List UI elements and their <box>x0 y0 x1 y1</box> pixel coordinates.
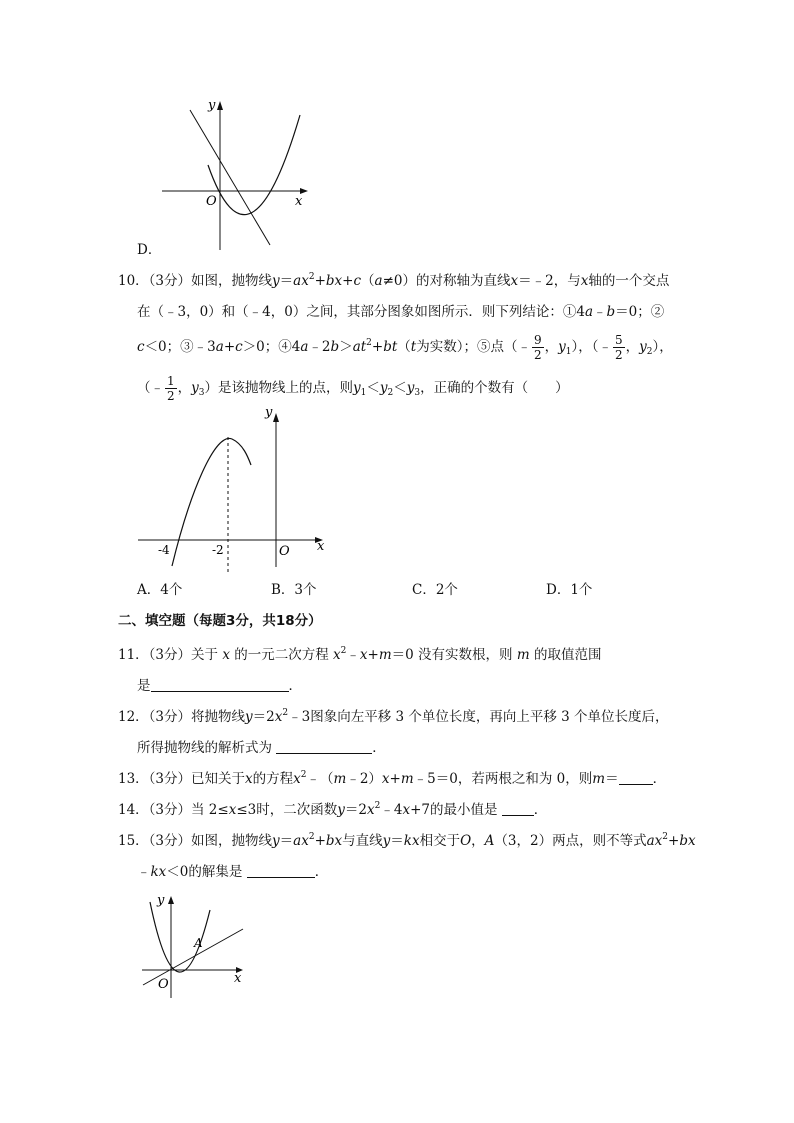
q10-option-b: B．3个 <box>271 582 317 598</box>
tick-label-neg2: -2 <box>212 543 224 557</box>
q10-line3: c＜0；③﹣3a+c＞0；$④4a﹣2b>at^2+bt(t$为实数）；⑤点（﹣ $\frac{9}{2}$ ，$y_1$），（﹣ $\frac{5}{2}$ ，$y_2$）， <box>137 333 673 362</box>
point-a-label: A <box>194 936 203 950</box>
q10-line1: 10．（3分）如图，抛物线$y=ax^2+bx+c(a\ne 0)$的对称轴为直线x＝﹣2，与x轴的一个交点 <box>118 272 670 289</box>
option-d-graph <box>150 95 320 255</box>
y-axis-arrow <box>273 413 279 422</box>
q15-line1: 15．（3分）如图，抛物线$y=ax^2+bx$与直线y＝kx相交于O，A（3，2）两点，则不等式$ax^2+bx$ <box>118 832 696 849</box>
q12-line2: 所得抛物线的解析式为 ． <box>137 740 386 756</box>
tick-label-neg4: -4 <box>158 543 170 557</box>
q12-line1: 12．（3分）将抛物线$y=2x^2﹣3$图象向左平移 3 个单位长度，再向上平移 3 个单位长度后， <box>118 708 669 725</box>
q10-option-d: D．1个 <box>546 582 593 598</box>
section-heading: 二、填空题（每题3分，共18分） <box>118 613 322 629</box>
q13: 13．（3分）已知关于x的方程$x^2﹣(m﹣2)x+m﹣5=0$，若两根之和为 0，则m＝ ． <box>118 770 667 787</box>
parabola-curve <box>208 115 300 215</box>
q10-line4: （﹣ $\frac{1}{2}$ ，$y_3$）是该抛物线上的点，则$y_1<y_2<y_3$，正确的个数有（ ） <box>137 374 569 403</box>
q15-graph <box>140 890 250 1005</box>
q11-line2: 是 ． <box>137 678 302 694</box>
x-axis-label: x <box>234 971 242 986</box>
option-d-label: D． <box>137 242 162 258</box>
y-axis-arrow <box>217 101 223 110</box>
origin-label: O <box>206 194 217 209</box>
q10-line2: 在（﹣3，0）和（﹣4，0）之间，其部分图象如图所示．则下列结论：①4a﹣b＝0；② <box>137 304 665 320</box>
x-axis-label: x <box>295 194 303 209</box>
y-axis-label: y <box>157 893 165 908</box>
y-axis-arrow <box>168 896 174 904</box>
line-graph <box>190 110 270 245</box>
origin-label: O <box>158 977 169 992</box>
q14: 14．（3分）当 2≤x≤3时，二次函数$y=2x^2﹣4x+7$的最小值是 ． <box>118 801 548 818</box>
origin-label: O <box>279 544 290 559</box>
q10-option-c: C．2个 <box>412 582 458 598</box>
y-axis-label: y <box>265 405 273 420</box>
q15-line2: ﹣kx＜0的解集是 ． <box>137 864 329 880</box>
q10-option-a: A．4个 <box>137 582 183 598</box>
x-axis-label: x <box>317 539 325 554</box>
q11-line1: 11．（3分）关于 x 的一元二次方程 $x^2﹣x+m=0$ 没有实数根，则 m 的取值范围 <box>118 646 602 663</box>
q10-graph <box>135 402 335 577</box>
y-axis-label: y <box>208 98 216 113</box>
